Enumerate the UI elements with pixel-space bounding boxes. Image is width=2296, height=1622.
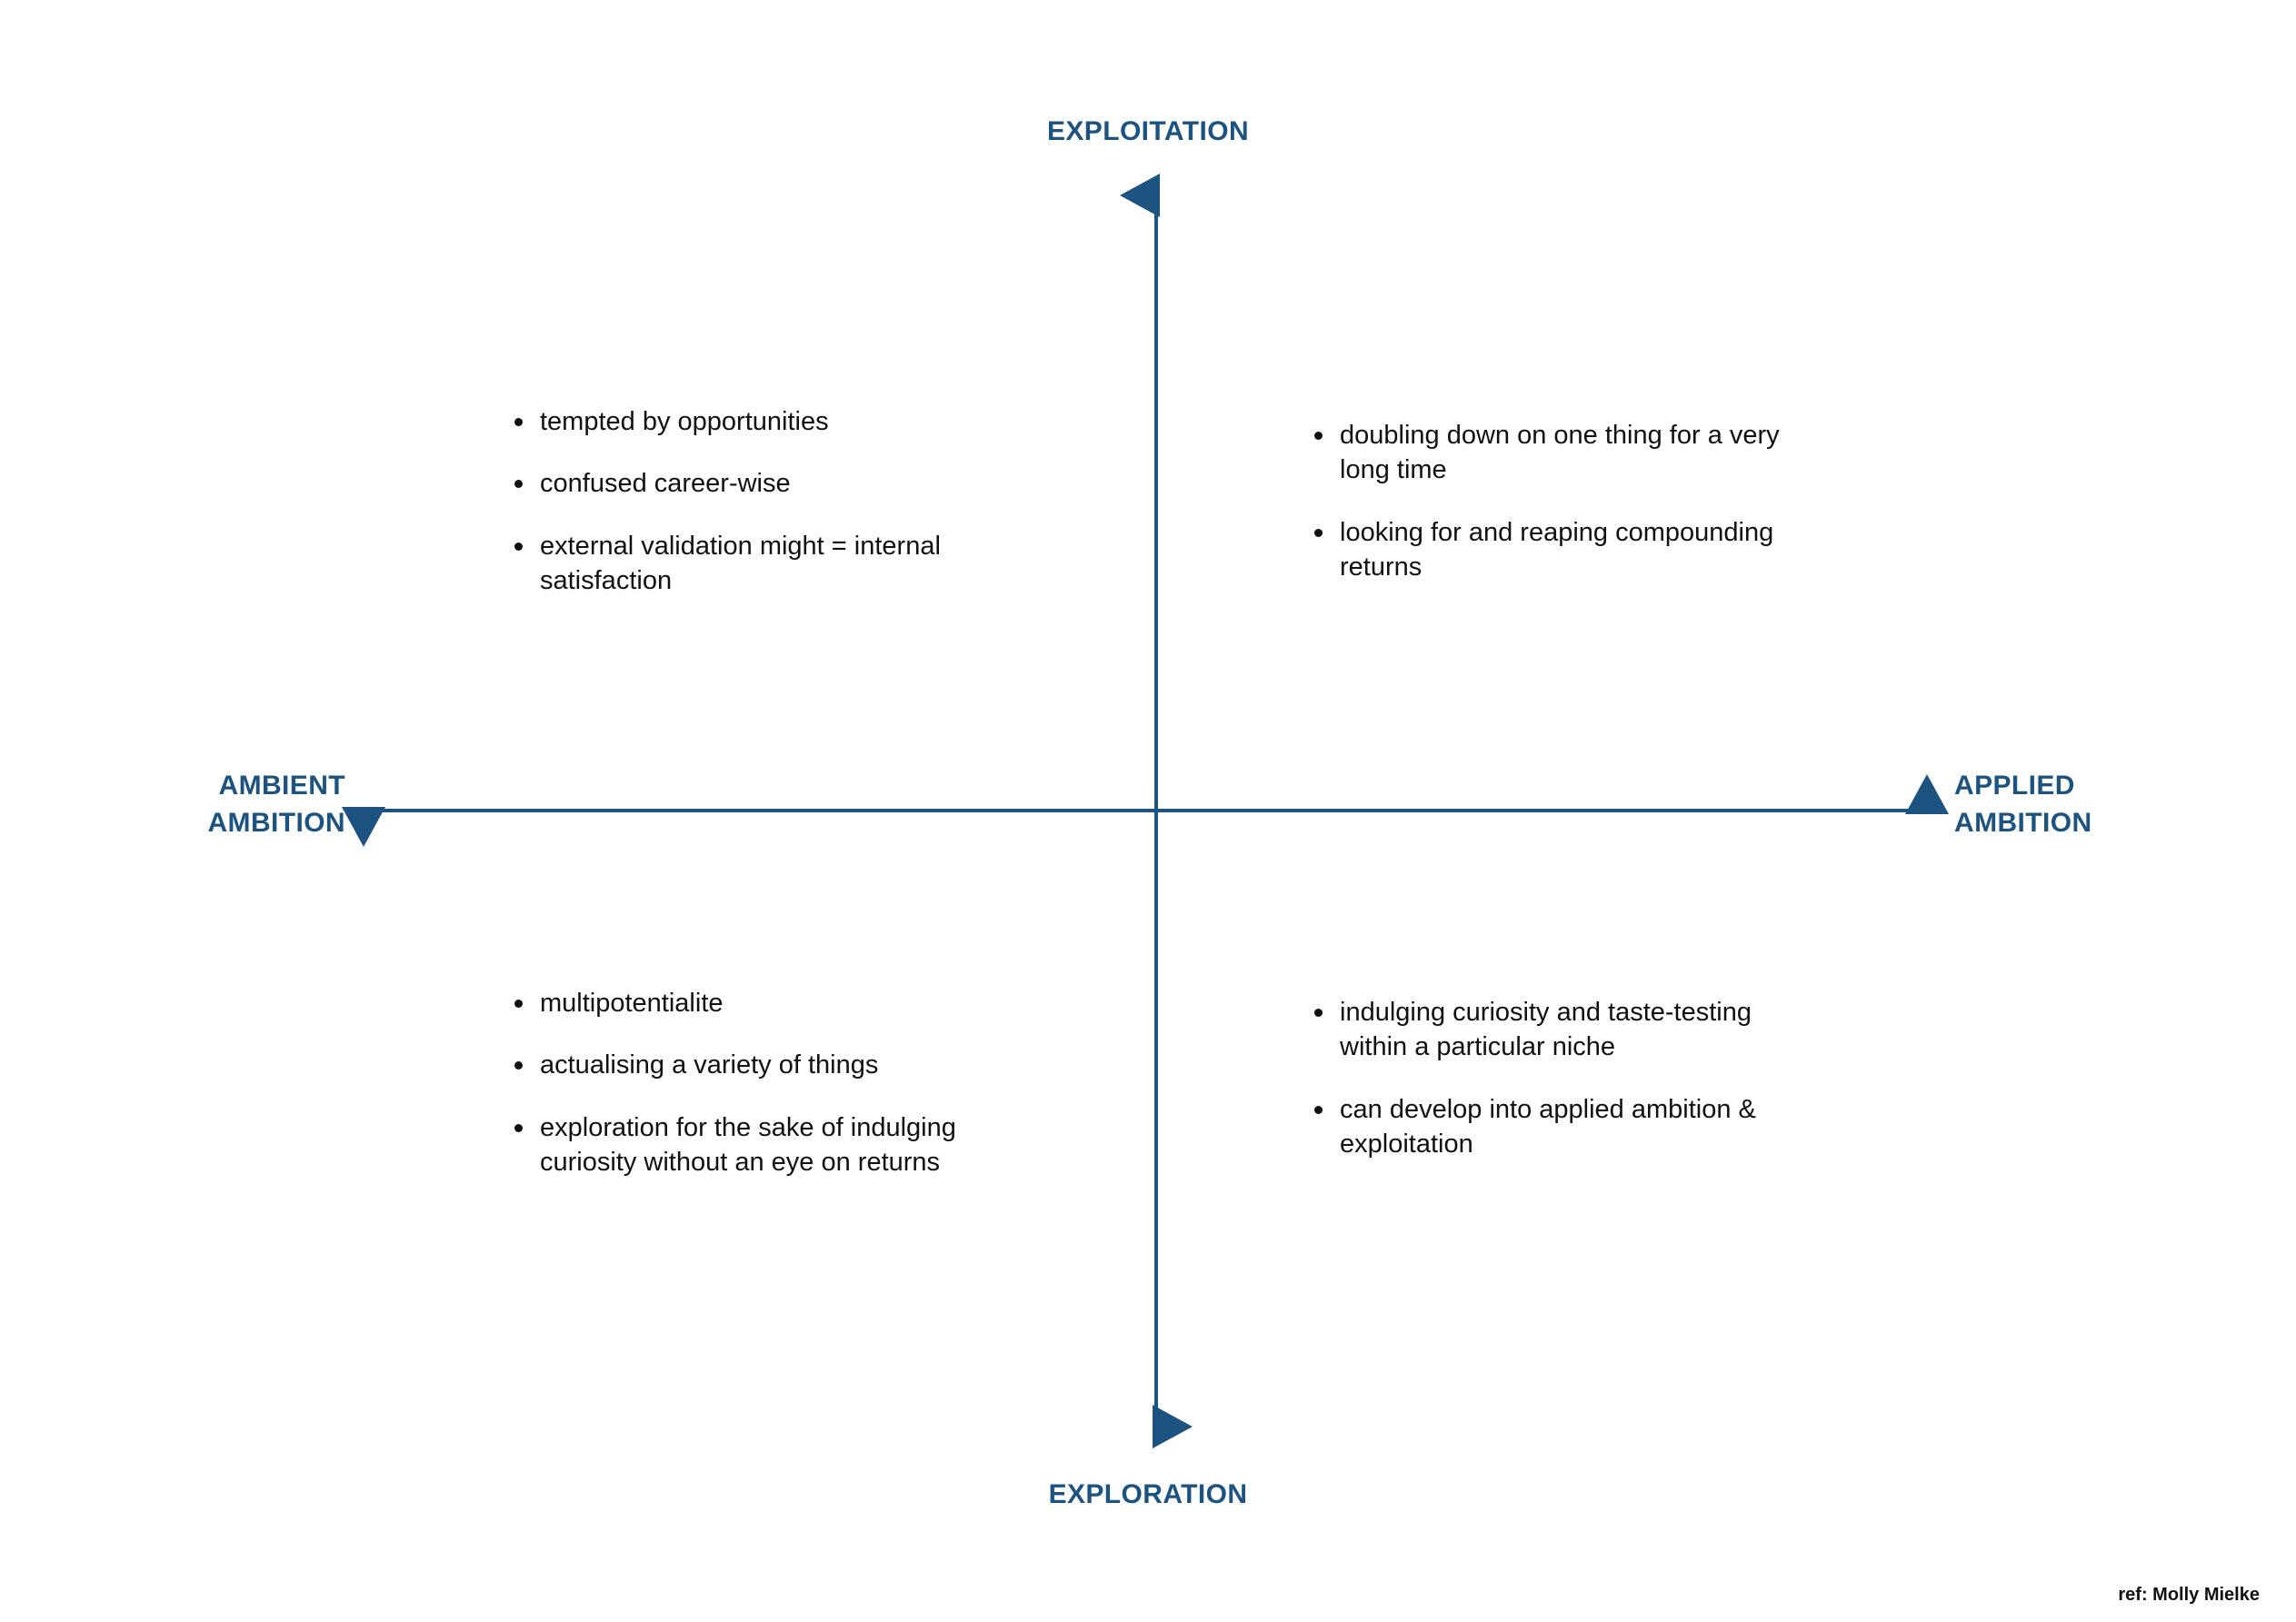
list-item (1340, 995, 1763, 1065)
bullet-icon (1314, 432, 1323, 440)
bullet-icon (514, 480, 523, 488)
list-item (540, 466, 982, 501)
list-item-text: doubling down on one thing for a very long time (1340, 421, 1780, 485)
bullet-icon (514, 1000, 523, 1008)
axis-label-applied-ambition (1954, 768, 2254, 841)
bullet-icon (1314, 529, 1323, 537)
axis-label-exploitation: EXPLOITATION (1046, 116, 1250, 146)
list-item-text: can develop into applied ambition & exploitation (1340, 1094, 1756, 1159)
list-item (540, 1048, 991, 1082)
list-item (540, 986, 991, 1020)
quadrant-applied-exploration (1309, 995, 1763, 1161)
quadrant-ambient-exploration (509, 986, 991, 1179)
bullet-icon (1314, 1009, 1323, 1017)
list-item-text: exploration for the sake of indulging curiosity without an eye on returns (540, 1112, 956, 1177)
ambient-line-2: AMBITION (207, 807, 345, 838)
list-item-text: indulging curiosity and taste-testing within a particular niche (1340, 998, 1752, 1062)
list-item-text: actualising a variety of things (540, 1050, 879, 1080)
list-item (1340, 418, 1782, 488)
bullet-icon (514, 542, 523, 551)
applied-line-2: AMBITION (1954, 807, 2092, 838)
quadrant-applied-exploitation (1309, 418, 1782, 584)
list-item-text: multipotentialite (540, 989, 724, 1018)
list-item-text: external validation might = internal satisfaction (540, 531, 941, 595)
axis-label-ambient-ambition (55, 768, 345, 841)
applied-line-1: APPLIED (1954, 771, 2075, 801)
bullet-list (509, 404, 982, 598)
axis-label-exploration: EXPLORATION (1048, 1479, 1248, 1509)
list-item (1340, 515, 1782, 585)
ambient-line-1: AMBIENT (218, 771, 345, 801)
list-item (540, 529, 982, 599)
bullet-list (1309, 995, 1763, 1161)
credit-text: ref: Molly Mielke (2118, 1585, 2260, 1605)
bullet-icon (514, 1061, 523, 1070)
quadrant-ambient-exploitation (509, 404, 982, 598)
list-item (540, 1110, 991, 1180)
list-item-text: confused career-wise (540, 469, 791, 499)
bullet-list (509, 986, 991, 1179)
list-item (1340, 1092, 1763, 1162)
bullet-icon (514, 1124, 523, 1132)
list-item-text: tempted by opportunities (540, 407, 829, 436)
bullet-list (1309, 418, 1782, 584)
list-item-text: looking for and reaping compounding returns (1340, 517, 1774, 582)
bullet-icon (1314, 1106, 1323, 1114)
bullet-icon (514, 418, 523, 426)
list-item (540, 404, 982, 439)
